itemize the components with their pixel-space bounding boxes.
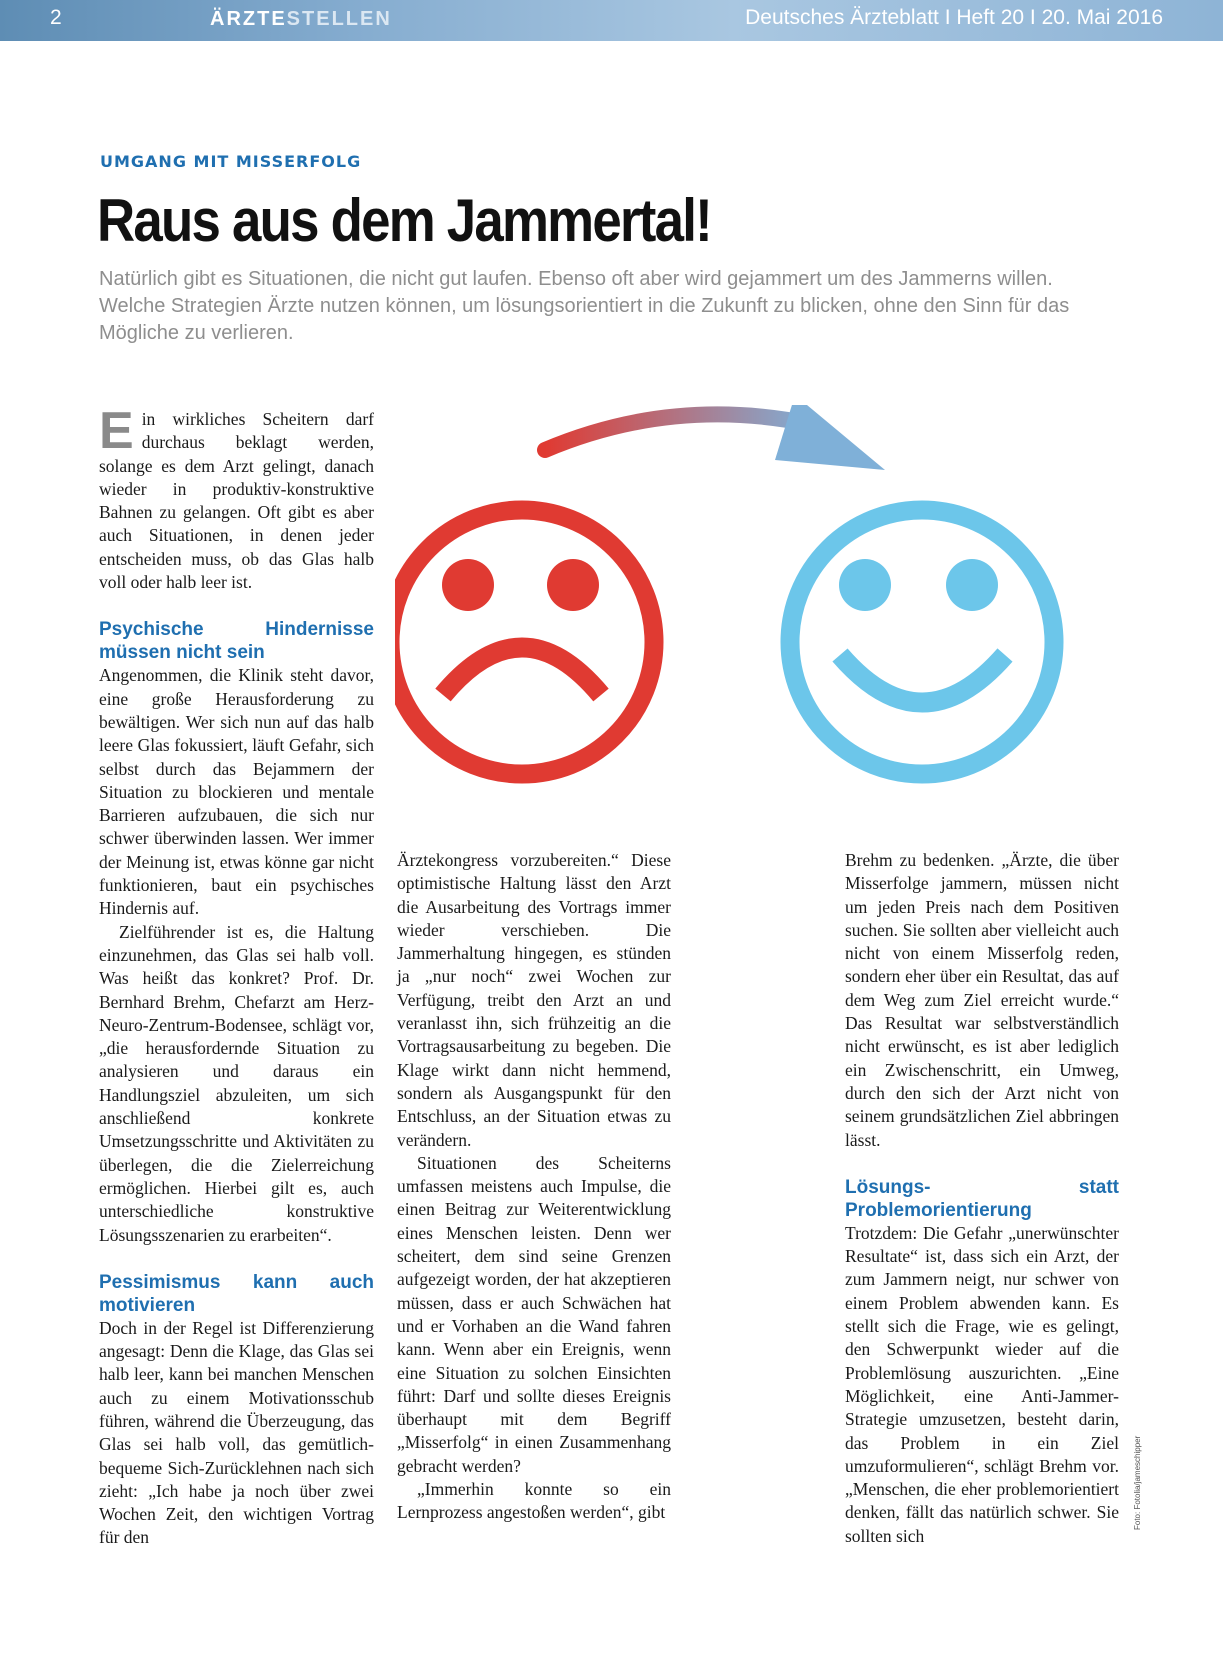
article-lead: Natürlich gibt es Situationen, die nicht gut laufen. Ebenso oft aber wird gejammert um des Jammerns willen. Welche Strategien Ärzte nutzen können, um lösungsorientiert in die Zukunft zu blicken, ohne den Sinn für das Mögliche zu verlieren. bbox=[99, 268, 1070, 344]
body-paragraph: „Immerhin konnte so ein Lernprozess angestoßen werden“, gibt bbox=[397, 1479, 671, 1523]
body-paragraph: Zielführender ist es, die Haltung einzunehmen, das Glas sei halb voll. Was heißt das konkret? Prof. Dr. Bernhard Brehm, Chefarzt am Herz-Neuro-Zentrum-Bodensee, schlägt vor, „die herausfordernde Situation zu analysieren und daraus ein Handlungsziel abzuleiten, um sich anschließend konkrete Umsetzungsschritte und Aktivitäten zu überlegen, die die Zielerreichung ermöglichen. Hierbei gilt es, auch unterschiedliche konstruktive Lösungsszenarien zu erarbeiten“. bbox=[99, 921, 374, 1245]
issue-info: Deutsches Ärzteblatt I Heft 20 I 20. Mai 2016 bbox=[745, 6, 1163, 29]
photo-credit: Foto: Fotolia/jameschipper bbox=[1133, 1435, 1142, 1530]
body-paragraph: Situationen des Scheiterns umfassen meistens auch Impulse, die einen Beitrag zur Weiterentwicklung eines Menschen leisten. Denn wer scheitert, dem sind seine Grenzen aufgezeigt worden, der hat akzeptieren müssen, dass er auch Schwächen hat und er Vorhaben an die Wand fahren kann. Wenn aber ein Ereignis, wenn eine Situation zu solchen Einsichten führt: Darf und sollte dieses Ereignis überhaupt mit dem Begriff „Misserfolg“ in einen Zusammenhang gebracht werden? bbox=[397, 1152, 671, 1476]
curved-arrow-icon bbox=[545, 405, 885, 470]
drop-cap: E bbox=[99, 402, 134, 460]
column-middle bbox=[397, 849, 671, 1525]
subheading-psychische-hindernisse: Psychische Hindernisse müssen nicht sein bbox=[99, 619, 374, 664]
sad-face-icon bbox=[395, 510, 654, 774]
body-paragraph: Brehm zu bedenken. „Ärzte, die über Misserfolge jammern, müssen nicht um jeden Preis nach dem Positiven suchen. Sie sollten aber vielleicht auch nicht von einem Misserfolg reden, sondern eher über ein Resultat, das auf dem Weg zum Ziel erreicht wurde.“ Das Resultat war selbstverständlich nicht erwünscht, es ist aber lediglich ein Zwischenschritt, ein Umweg, durch den sich der Arzt nicht von seinem grundsätzlichen Ziel abbringen lässt. bbox=[845, 850, 1119, 1150]
intro-text: in wirkliches Scheitern darf durchaus beklagt werden, solange es dem Arzt gelingt, danach wieder in produktiv-konstruktive Bahnen zu gelangen. Oft gibt es aber auch Situationen, in denen jeder entscheiden muss, ob das Glas halb voll oder halb leer ist. bbox=[99, 409, 374, 593]
intro-paragraph bbox=[99, 402, 374, 594]
column-right bbox=[845, 849, 1119, 1548]
body-paragraph: Ärztekongress vorzubereiten.“ Diese optimistische Haltung lässt den Arzt die Ausarbeitung des Vortrags immer wieder verschieben. Die Jammerhaltung hingegen, es stünden ja „nur noch“ zwei Wochen zur Verfügung, treibt den Arzt an und veranlasst ihn, sich frühzeitig an die Vortragsausarbeitung zu begeben. Die Klage wirkt dann nicht hemmend, sondern als Ausgangspunkt für den Entschluss, an der Situation etwas zu verändern. bbox=[397, 850, 671, 1150]
subheading-pessimismus: Pessimismus kann auch motivieren bbox=[99, 1271, 374, 1316]
section-brand bbox=[210, 8, 392, 31]
header-bar bbox=[0, 0, 1223, 41]
body-paragraph: Trotzdem: Die Gefahr „unerwünschter Resultate“ ist, dass sich ein Arzt, der zum Jammern neigt, nur schwer von einem Problem abwenden kann. Es stellt sich die Frage, wie es gelingt, den Schwerpunkt wieder auf die Problemlösung auszurichten. „Eine Möglichkeit, eine Anti-Jammer-Strategie umzusetzen, besteht darin, das Problem in ein Ziel umzuformulieren“, schlägt Brehm vor. „Menschen, die eher problemorientiert denken, fällt das natürlich schwer. Sie sollten sich bbox=[845, 1222, 1119, 1546]
column-left bbox=[99, 402, 374, 1550]
body-paragraph: Doch in der Regel ist Differenzierung angesagt: Denn die Klage, das Glas sei halb leer, kann bei manchen Menschen auch zu einem Motivationsschub führen, während die Überzeugung, das Glas sei halb voll, das gemütlich-bequeme Sich-Zurücklehnen nach sich zieht: „Ich habe ja noch über zwei Wochen Zeit, den wichtigen Vortrag für den bbox=[99, 1317, 374, 1548]
brand-part-2: STELLEN bbox=[286, 8, 392, 30]
happy-face-icon bbox=[790, 510, 1054, 774]
body-paragraph: Angenommen, die Klinik steht davor, eine große Herausforderung zu bewältigen. Wer sich nun auf das halb leere Glas fokussiert, läuft Gefahr, sich selbst durch das Bejammern der Situation zu blockieren und mentale Barrieren aufzubauen, die sich nur schwer überwinden lassen. Wer immer der Meinung ist, etwas könne gar nicht funktionieren, baut ein psychisches Hindernis auf. bbox=[99, 665, 374, 919]
page-number: 2 bbox=[50, 6, 62, 29]
brand-part-1: ÄRZTE bbox=[210, 8, 287, 30]
subheading-loesungsorientierung: Lösungs- statt Problemorientierung bbox=[845, 1176, 1119, 1221]
article-title: Raus aus dem Jammertal! bbox=[97, 187, 711, 254]
article-kicker: UMGANG MIT MISSERFOLG bbox=[100, 152, 362, 171]
sad-to-happy-illustration bbox=[395, 405, 1125, 825]
